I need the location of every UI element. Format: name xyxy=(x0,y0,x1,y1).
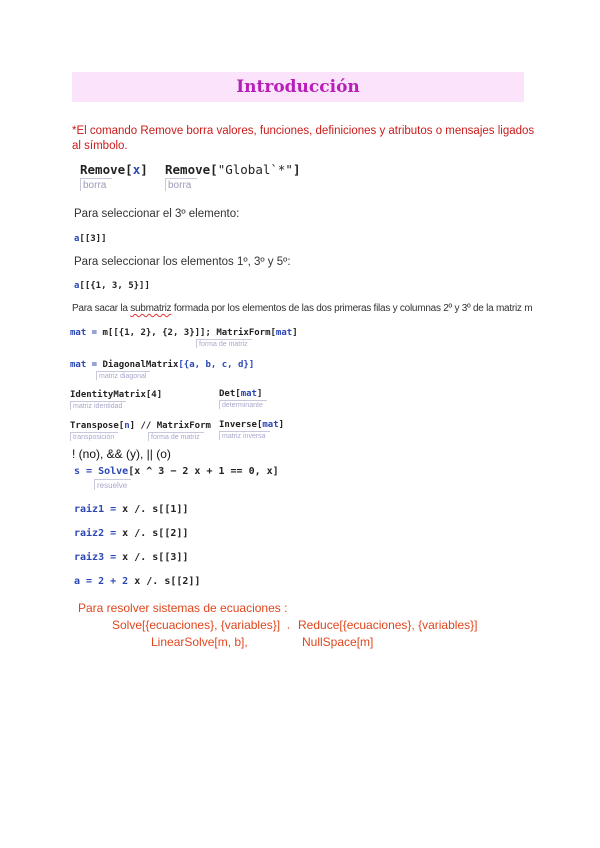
select-multi-code: a[[{1, 3, 5}]] xyxy=(74,281,150,291)
hint-matriz-inversa: matriz inversa xyxy=(219,431,270,440)
select-third-code: a[[3]] xyxy=(74,234,107,244)
a-expr-code: a = 2 + 2 x /. s[[2]] xyxy=(74,576,201,587)
hint-borra-2: borra xyxy=(165,178,197,191)
transpose-code: Transpose[n] // MatrixForm xyxy=(70,421,211,431)
mat-code: mat = m[[{1, 2}, {2, 3}]]; MatrixForm[mat] xyxy=(70,328,298,338)
systems-sep: , xyxy=(287,620,290,630)
identity-code: IdentityMatrix[4] xyxy=(70,390,163,400)
inverse-code: Inverse[mat] xyxy=(219,420,285,430)
title-banner xyxy=(72,72,524,102)
diag-code: mat = DiagonalMatrix[{a, b, c, d}] xyxy=(70,360,255,370)
raiz2-code: raiz2 = x /. s[[2]] xyxy=(74,528,189,539)
submatrix-text: Para sacar la submatriz formada por los elementos de las dos primeras filas y columnas 2º y 3º de la matriz m xyxy=(72,303,533,314)
hint-forma-matriz: forma de matriz xyxy=(196,339,252,348)
hint-matriz-diagonal: matriz diagonal xyxy=(96,371,150,380)
hint-matriz-identidad: matriz identidad xyxy=(70,401,126,410)
systems-nullspace: NullSpace[m] xyxy=(302,635,374,649)
det-code: Det[mat] xyxy=(219,389,263,399)
hint-borra-1: borra xyxy=(80,178,112,191)
raiz1-code: raiz1 = x /. s[[1]] xyxy=(74,504,189,515)
systems-linearsolve: LinearSolve[m, b], xyxy=(151,635,248,649)
systems-solve: Solve[{ecuaciones}, {variables}] xyxy=(112,618,281,632)
hint-determinante: determinante xyxy=(219,400,267,409)
solve-code: s = Solve[x ^ 3 − 2 x + 1 == 0, x] xyxy=(74,466,279,477)
hint-transposicion: transposición xyxy=(70,432,118,441)
remove-global-code: Remove["Global`*"] xyxy=(165,162,301,177)
hint-forma-matriz-2: forma de matriz xyxy=(148,432,204,441)
hint-resuelve: resuelve xyxy=(94,479,131,490)
select-third-text: Para seleccionar el 3º elemento: xyxy=(74,208,240,220)
logic-operators: ! (no), && (y), || (o) xyxy=(72,447,171,461)
page-title: Introducción xyxy=(236,77,360,97)
remove-x-code: Remove[x] xyxy=(80,162,148,177)
remove-note-line2: al símbolo. xyxy=(72,140,128,152)
remove-note-line1: *El comando Remove borra valores, funciones, definiciones y atributos o mensajes ligados xyxy=(72,125,535,137)
systems-reduce: Reduce[{ecuaciones}, {variables}] xyxy=(298,618,478,632)
systems-title: Para resolver sistemas de ecuaciones : xyxy=(78,601,288,615)
select-multi-text: Para seleccionar los elementos 1º, 3º y 5º: xyxy=(74,256,291,268)
raiz3-code: raiz3 = x /. s[[3]] xyxy=(74,552,189,563)
